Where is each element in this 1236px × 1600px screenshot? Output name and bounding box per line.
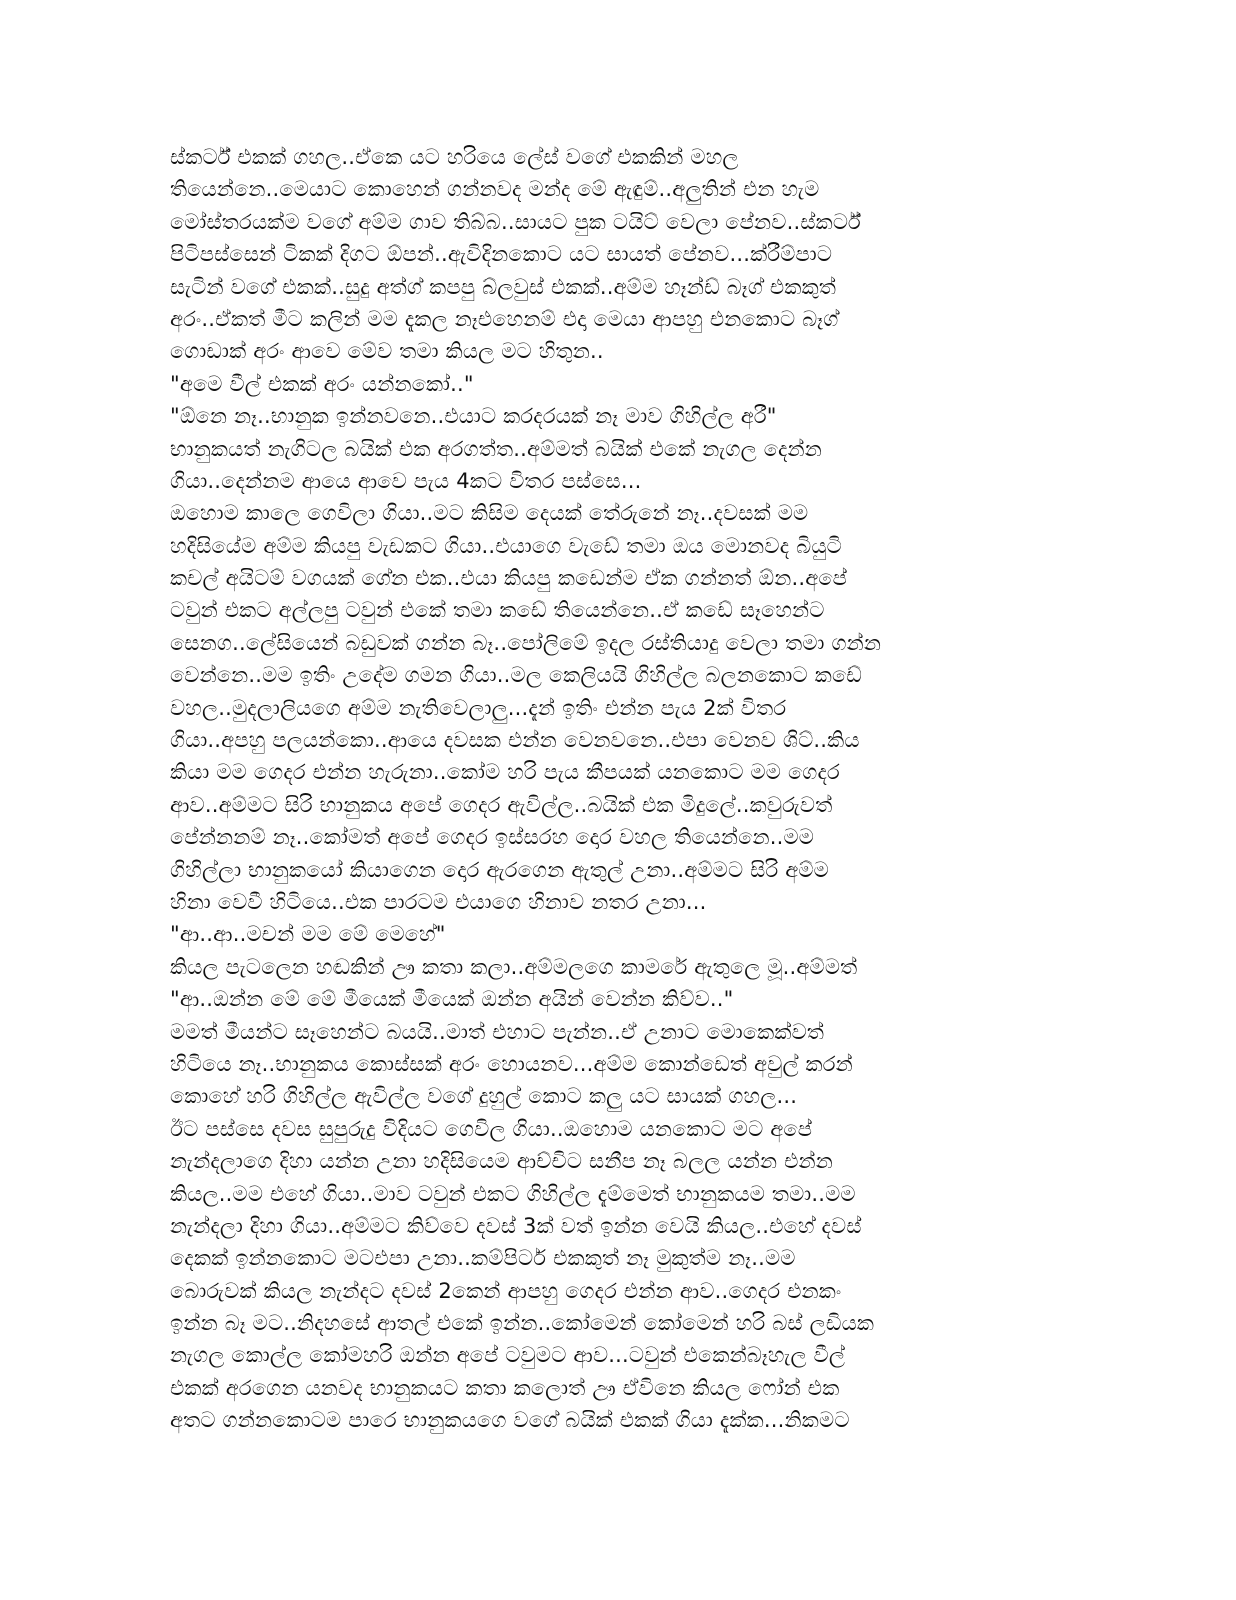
text-line: කචල් අයිටම් වගයක් ගේන එක..එයා කියපු කඩෙන්ම ඒක ගන්නත් ඕන..අපේ [170,566,848,591]
text-line: ඉන්න බෑ මට..නිදහසේ ආතල් එකේ ඉන්න..කෝමෙන් කෝමෙන් හරි බස් ලඩියක [170,1311,875,1336]
text-line: ස්කර්ට් එකක් ගහල..ඒකෙ යට හරියෙ ලේස් වගේ එකකින් මහල [170,145,739,169]
text-line: මෝස්තරයක්ම වගේ අම්ම ගාව තිබ්බ..සායට පුක ටයිට් වෙලා පේනව..ස්කර්ට් [170,209,861,234]
text-line: මමත් මීයන්ට සෑහෙන්ට බයයි..මාත් එහාට පැන්න..ඒ උනාට මොකෙක්වත් [170,1019,825,1044]
text-line: කොහේ හරි ගිහිල්ල ඇවිල්ල වගේ දුහුල් කොට කලු යට සායක් ගහල... [170,1084,798,1109]
text-line: ගිහිල්ලා භානුකයෝ කියාගෙන දොර ඇරගෙන ඇතුල් උනා..අම්මට සිරි අම්ම [170,857,829,882]
text-line: කියල..මම එහේ ගියා..මාව ටවුන් එකට ගිහිල්ල දැම්මෙත් භානුකයම තමා..මම [170,1181,856,1206]
text-line: "ආ..ඔන්න මේ මේ මීයෙක් මීයෙක් ඔන්න අයින් වෙන්න කිව්ව.." [170,987,734,1012]
text-line: හිටියෙ නෑ..භානුකය කොස්සක් අරං හොයනව...අම්ම කොන්ඩෙත් අවුල් කරන් [170,1051,853,1076]
text-line: පිටිපස්සෙන් ටිකක් දිගට ඕපන්..ඇවිදිනකොට යට සායත් පේනව...ක්රීම්පාට [170,242,833,267]
text-line: ගියා..අපහු පලයන්කො..ආයෙ දවසක එන්න වෙනවනෙ..එපා වෙනව ශිට්..කිය [170,728,860,753]
text-line: නැන්දලා දිහා ගියා..අම්මට කිව්වෙ දවස් 3ක් වත් ඉන්න වෙයි කියල..එහේ දවස් [170,1213,862,1238]
text-line: නැගල කොල්ල කෝමහරි ඔන්න අපේ ටවුමට ආව...ටවුන් එකෙන්බෑහැල වීල් [170,1343,846,1368]
text-line: හිනා වෙවී හිටියෙ..එක පාරටම එයාගෙ හිනාව නතර උනා... [170,889,707,914]
text-line: අතට ගන්නකොටම පාරෙ භානුකයගෙ වගේ බයික් එකක් ගියා දැක්ක...නිකමට [170,1408,850,1433]
text-line: කියා මම ගෙදර එන්න හැරුනා..කෝම හරි පැය කීපයක් යනකොට මම ගෙදර [170,760,840,785]
text-line: වෙන්නෙ..මම ඉතිං උදේම ගමන ගියා..මල කෙලියයි ගිහිල්ල බලනකොට කඩේ [170,663,863,688]
text-line: ඔහොම කාලෙ ගෙවිලා ගියා..මට කිසිම දෙයක් තේරුනේ නෑ..දවසක් මම [170,501,809,526]
text-line: පේන්නනම් නෑ..කෝමත් අපේ ගෙදර ඉස්සරහ දොර වහල තියෙන්නෙ..මම [170,825,815,850]
text-line: වහල..මුදලාලියගෙ අම්ම නැතිවෙලාලු...දැන් ඉතිං එන්න පැය 2ක් විතර [170,695,787,720]
text-line: තියෙන්නෙ..මෙයාට කොහෙන් ගන්නවද මන්ද මේ ඇඳුම්..අලුතින් එන හැම [170,177,820,202]
text-line: දෙකක් ඉන්නකොට මටඑපා උනා..කම්පිටර් එකකුත් නෑ මුකුත්ම නෑ..මම [170,1246,796,1271]
text-line: සෙනග..ලේසියෙන් බඩුවක් ගන්න බෑ..පෝලිමේ ඉදල රස්තියාදු වෙලා තමා ගන්න [170,630,882,655]
text-line: අරං..ඒකත් මීට කලින් මම දැකල නෑඑහෙනම් එදා මෙයා ආපහු එනකොට බෑග් [170,306,839,331]
text-line: භානුකයත් නැගිටල බයික් එක අරගත්ත..අම්මත් බයික් එකේ නැගල දෙන්න [170,436,823,461]
text-line: ගොඩාක් අරං ආවෙ මේව තමා කියල මට හිතුන.. [170,339,604,364]
text-line: බොරුවක් කියල නැන්දට දවස් 2කෙන් ආපහු ගෙදර එන්න ආව..ගෙදර එනකං [170,1278,842,1303]
text-line: ආව..අම්මට සිරි භානුකය අපේ ගෙදර ඇවිල්ල..බයික් එක මිදුලේ..කවුරුවත් [170,792,833,817]
text-line: "ආ..ආ..මචන් මම මේ මෙහේ" [170,922,446,947]
text-line: කියල පැටලෙන හඬකින් ඌ කතා කලා..අම්මලගෙ කාමරේ ඇතුලෙ මූ..අම්මත් [170,954,858,979]
body-text [170,141,1070,1437]
text-line: "අමෙ වීල් එකක් අරං යන්නකෝ.." [170,371,474,396]
text-line: නැන්දලාගෙ දිහා යන්න උනා හදිසියෙම ආච්චිට සනීප නෑ බලල යන්න එන්න [170,1149,834,1174]
text-line: හදිසියේම අම්ම කියපු වැඩකට ගියා..එයාගෙ වැඩේ තමා ඔය මොනවද බියුටි [170,533,842,558]
text-line: "ඕනෙ නෑ..භානුක ඉන්නවනෙ..එයාට කරදරයක් නෑ මාව ගිහිල්ල අරී" [170,404,777,429]
text-line: ටවුන් එකට අල්ලපු ටවුන් එකේ තමා කඩේ තියෙන්නෙ..ඒ කඩේ සෑහෙන්ට [170,598,825,623]
text-line: එකක් අරගෙන යනවද භානුකයට කතා කලොත් ඌ ඒවිනෙ කියල ෆෝන් එක [170,1375,840,1400]
text-line: සැටින් වගේ එකක්..සුදු අත්ග් කපපු බ්ලවුස් එකක්..අම්ම හෑන්ඩ් බෑග් එකකුත් [170,274,837,299]
text-line: ඊට පස්සෙ දවස සුපුරුදු විදියට ගෙවිල ගියා..ඔහොම යනකොට මට අපේ [170,1116,813,1141]
text-line: ගියා..දෙන්නම ආයෙ ආවෙ පැය 4කට විතර පස්සෙ... [170,468,642,493]
